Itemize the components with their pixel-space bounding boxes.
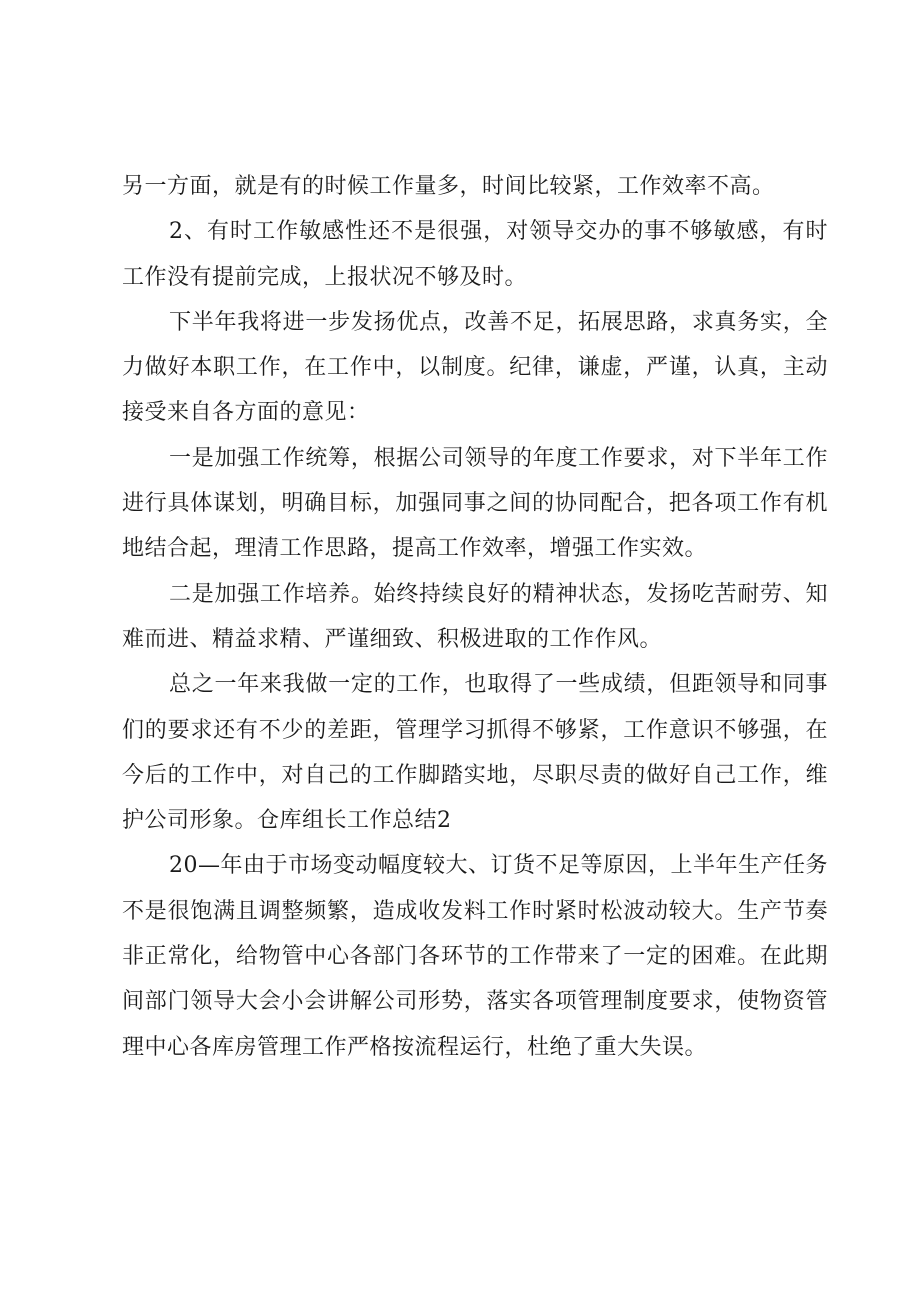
paragraph-1: 另一方面，就是有的时候工作量多，时间比较紧，工作效率不高。 <box>122 174 775 199</box>
paragraph-5: 二是加强工作培养。始终持续良好的精神状态，发扬吃苦耐劳、知难而进、精益求精、严谨细致、积极进取的工作作风。 <box>122 581 828 652</box>
paragraph-6: 总之一年来我做一定的工作，也取得了一些成绩，但距领导和同事们的要求还有不少的差距，管理学习抓得不够紧，工作意识不够强，在今后的工作中，对自己的工作脚踏实地，尽职尽责的做好自己工作，维护公司形象。仓库组长工作总结2 <box>122 672 828 834</box>
document-body <box>122 164 828 1070</box>
paragraph-3: 下半年我将进一步发扬优点，改善不足，拓展思路，求真务实，全力做好本职工作，在工作中，以制度。纪律，谦虚，严谨，认真，主动接受来自各方面的意见： <box>122 309 828 426</box>
paragraph-4: 一是加强工作统筹，根据公司领导的年度工作要求，对下半年工作进行具体谋划，明确目标，加强同事之间的协同配合，把各项工作有机地结合起，理清工作思路，提高工作效率，增强工作实效。 <box>122 445 828 562</box>
paragraph-2: 2、有时工作敏感性还不是很强，对领导交办的事不够敏感，有时工作没有提前完成，上报状况不够及时。 <box>122 219 828 290</box>
paragraph-7: 20—年由于市场变动幅度较大、订货不足等原因，上半年生产任务不是很饱满且调整频繁，造成收发料工作时紧时松波动较大。生产节奏非正常化，给物管中心各部门各环节的工作带来了一定的困难。在此期间部门领导大会小会讲解公司形势，落实各项管理制度要求，使物资管理中心各库房管理工作严格按流程运行，杜绝了重大失误。 <box>122 853 828 1060</box>
